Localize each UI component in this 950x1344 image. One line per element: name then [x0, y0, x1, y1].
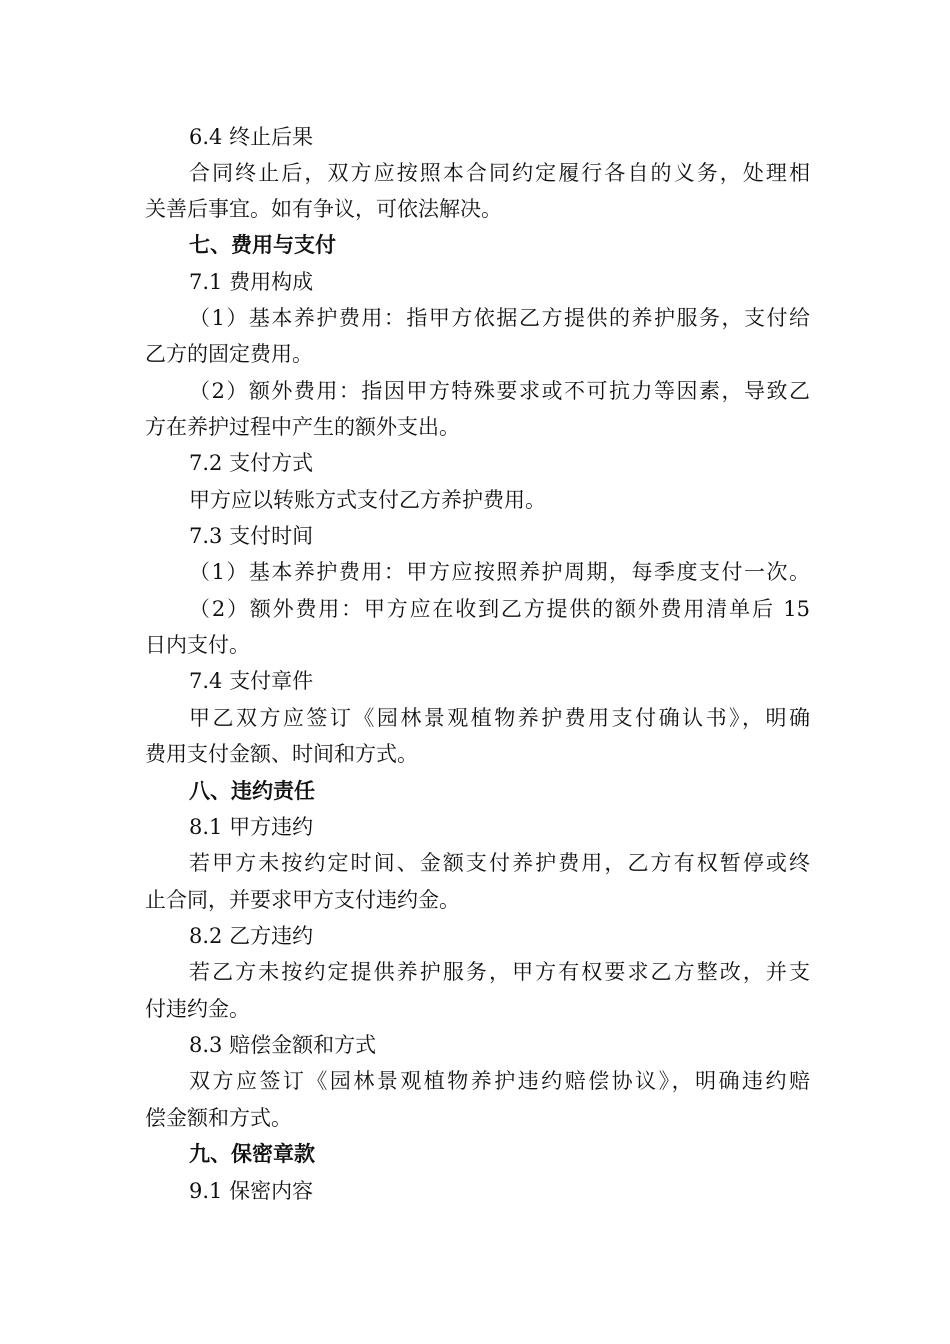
paragraph-line: 乙方的固定费用。 [145, 342, 313, 366]
section-heading-8-1: 8.1 甲方违约 [189, 815, 314, 839]
paragraph-line: 甲乙双方应签订《园林景观植物养护费用支付确认书》，明确 [189, 706, 810, 730]
paragraph-line: 付违约金。 [145, 997, 250, 1021]
section-heading-6-4: 6.4 终止后果 [189, 125, 314, 149]
paragraph-line: 合同终止后，双方应按照本合同约定履行各自的义务，处理相 [189, 161, 810, 185]
paragraph-line: 偿金额和方式。 [145, 1106, 292, 1130]
chapter-heading-9: 九、保密章款 [189, 1141, 315, 1166]
paragraph-line: 止合同，并要求甲方支付违约金。 [145, 888, 460, 912]
paragraph-line: 方在养护过程中产生的额外支出。 [145, 415, 460, 439]
paragraph-line: （2）额外费用：甲方应在收到乙方提供的额外费用清单后 15 [189, 597, 810, 621]
paragraph-line: 关善后事宜。如有争议，可依法解决。 [145, 197, 502, 221]
paragraph-line: 甲方应以转账方式支付乙方养护费用。 [189, 488, 546, 512]
section-heading-9-1: 9.1 保密内容 [189, 1179, 314, 1203]
chapter-heading-8: 八、违约责任 [189, 778, 315, 803]
paragraph-line: 若甲方未按约定时间、金额支付养护费用，乙方有权暂停或终 [189, 851, 810, 875]
paragraph-line: （1）基本养护费用：甲方应按照养护周期，每季度支付一次。 [189, 560, 810, 584]
section-heading-7-2: 7.2 支付方式 [189, 451, 314, 475]
paragraph-line: 费用支付金额、时间和方式。 [145, 742, 418, 766]
section-heading-8-3: 8.3 赔偿金额和方式 [189, 1033, 377, 1057]
section-heading-7-3: 7.3 支付时间 [189, 524, 314, 548]
chapter-heading-7: 七、费用与支付 [189, 232, 336, 257]
paragraph-line: （2）额外费用：指因甲方特殊要求或不可抗力等因素，导致乙 [189, 379, 810, 403]
paragraph-line: 双方应签订《园林景观植物养护违约赔偿协议》，明确违约赔 [189, 1069, 810, 1093]
paragraph-line: 日内支付。 [145, 633, 250, 657]
section-heading-8-2: 8.2 乙方违约 [189, 924, 314, 948]
paragraph-line: （1）基本养护费用：指甲方依据乙方提供的养护服务，支付给 [189, 306, 810, 330]
section-heading-7-4: 7.4 支付章件 [189, 669, 314, 693]
paragraph-line: 若乙方未按约定提供养护服务，甲方有权要求乙方整改，并支 [189, 960, 810, 984]
section-heading-7-1: 7.1 费用构成 [189, 270, 314, 294]
